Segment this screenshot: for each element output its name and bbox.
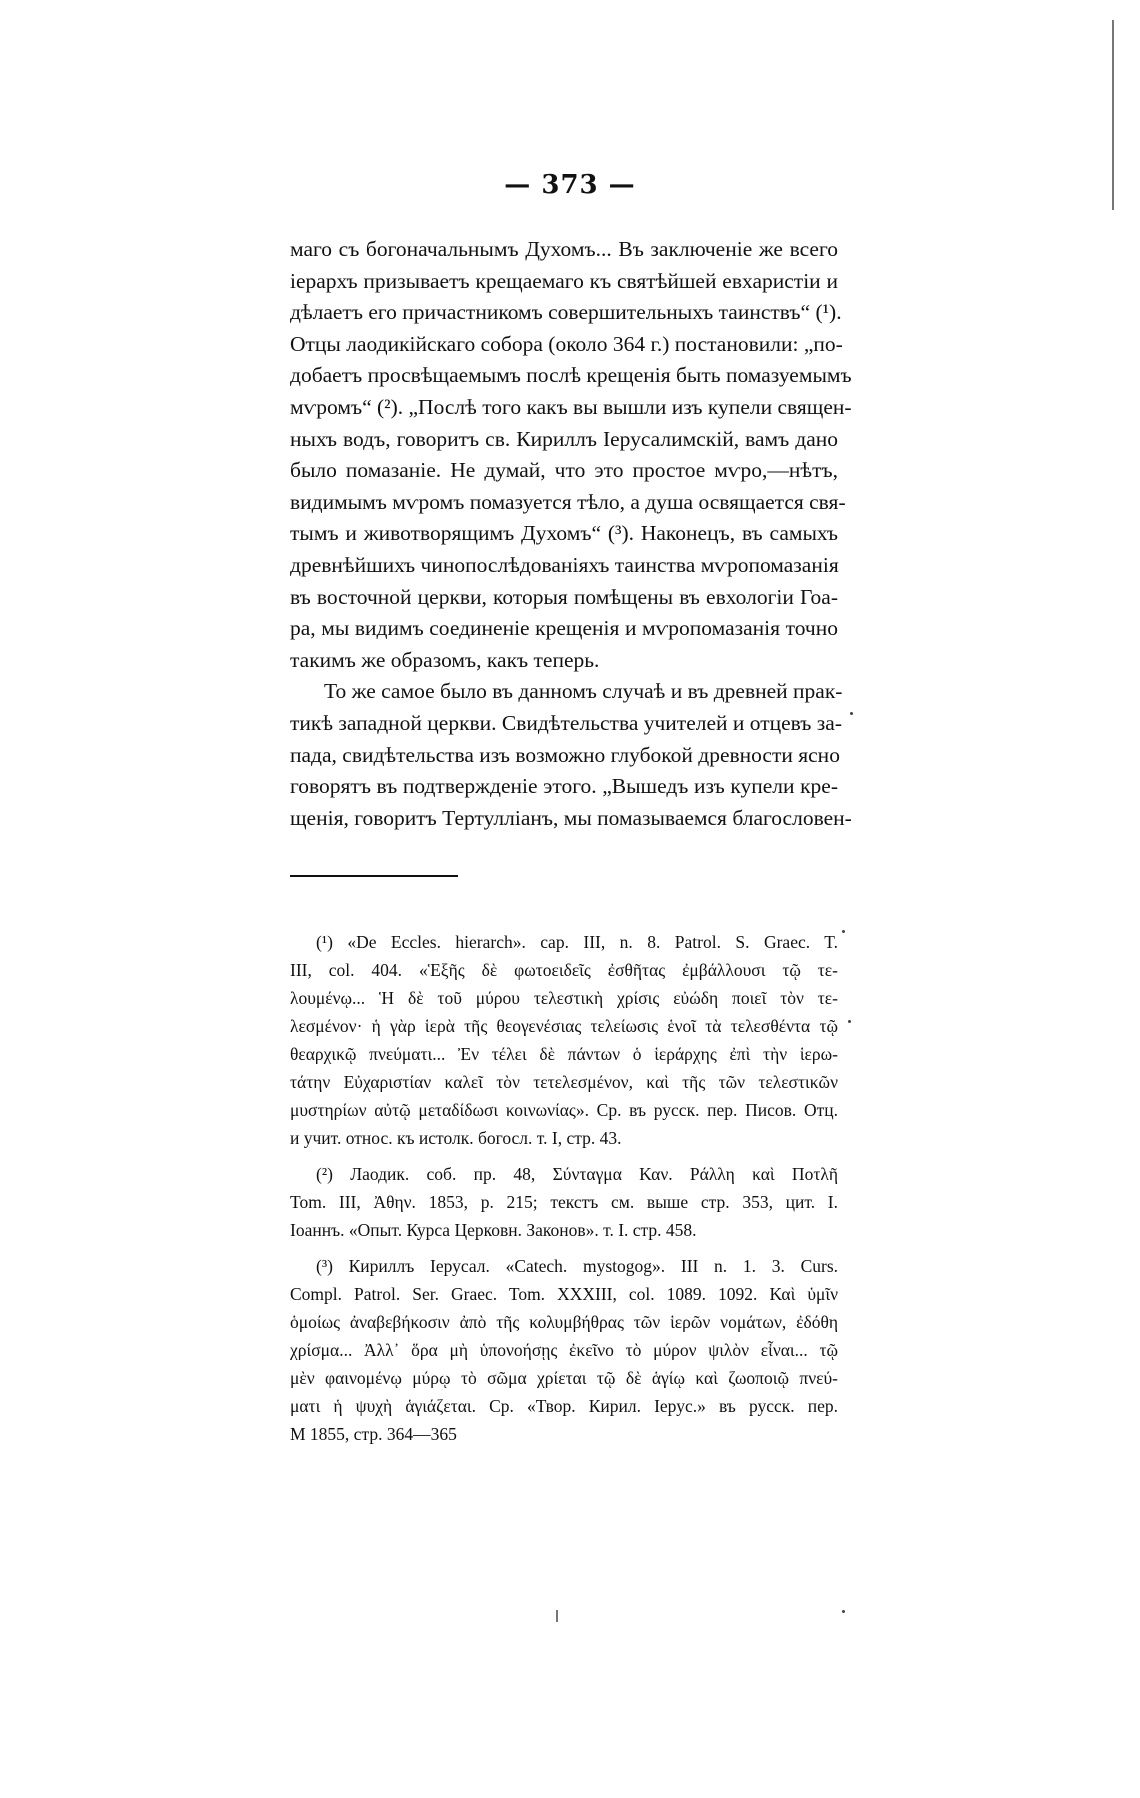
text-line: видимымъ мѵромъ помазуется тѣло, а душа освящается свя- <box>290 489 846 514</box>
scan-speck <box>850 712 853 715</box>
footnote-line: Іоаннъ. «Опыт. Курса Церковн. Законов». т. I. стр. 458. <box>290 1220 697 1240</box>
text-line: такимъ же образомъ, какъ теперь. <box>290 647 600 672</box>
footnote-line: Tom. III, Ἀθην. 1853, p. 215; текстъ см. выше стр. 353, цит. I. <box>290 1192 838 1212</box>
footnote-2 <box>290 1160 838 1244</box>
footnote-line: ματι ἡ ψυχὴ ἁγιάζεται. Ср. «Твор. Кирил. Іерус.» въ русск. пер. <box>290 1396 838 1416</box>
text-line: въ восточной церкви, которыя помѣщены въ евхологіи Гоа- <box>290 584 838 609</box>
text-line: маго съ богоначальнымъ Духомъ... Въ заключеніе же всего <box>290 237 838 261</box>
footnote-line: Compl. Patrol. Ser. Graec. Tom. XXXIII, col. 1089. 1092. Καὶ ὑμῖν <box>290 1284 838 1304</box>
page-number: — 373 — <box>504 170 636 200</box>
footnote-3 <box>290 1252 838 1448</box>
footnote-line: χρίσμα... Ἀλλ᾽ ὅρα μὴ ὑπονοήσῃς ἐκεῖνο τὸ μύρον ψιλὸν εἶναι... τῷ <box>290 1340 838 1360</box>
text-line: щенія, говоритъ Тертулліанъ, мы помазываемся благословен- <box>290 805 852 830</box>
text-line: мѵромъ“ (²). „Послѣ того какъ вы вышли изъ купели священ- <box>290 394 852 419</box>
footnote-line: М 1855, стр. 364—365 <box>290 1424 457 1444</box>
scan-speck <box>842 1610 845 1613</box>
footnote-line: III, col. 404. «Ἑξῆς δὲ φωτοειδεῖς ἐσθῆτας ἐμβάλλουσι τῷ τε- <box>290 960 838 980</box>
footnote-line: (³) Кириллъ Іерусал. «Catech. mystogog». III n. 1. 3. Curs. <box>316 1256 838 1276</box>
footnote-1 <box>290 928 838 1152</box>
scan-edge-mark <box>1112 20 1114 210</box>
footnote-line: μυστηρίων αὐτῷ μεταδίδωσι κοινωνίας». Ср. въ русск. пер. Писов. Отц. <box>290 1100 838 1120</box>
scan-speck <box>848 1020 851 1023</box>
footnote-line: (²) Лаодик. соб. пр. 48, Σύνταγμα Καν. Ράλλη καὶ Ποτλῆ <box>316 1164 838 1184</box>
scan-edge-mark <box>556 1610 558 1622</box>
footnote-line: (¹) «De Eccles. hierarch». cap. III, n. 8. Patrol. S. Graec. T. <box>316 932 838 952</box>
footnote-line: θεαρχικῷ πνεύματι... Ἐν τέλει δὲ πάντων ὁ ἱεράρχης ἐπὶ τὴν ἱερω- <box>290 1044 838 1064</box>
text-line: было помазаніе. Не думай, что это простое мѵро,—нѣтъ, <box>290 458 838 483</box>
footnote-line: λουμένῳ... Ἡ δὲ τοῦ μύρου τελεστικὴ χρίσις εὐώδη ποιεῖ τὸν τε- <box>290 988 838 1008</box>
text-line: іерархъ призываетъ крещаемаго къ святѣйшей евхаристіи и <box>290 268 838 293</box>
paragraph-1 <box>290 234 852 676</box>
text-line: дѣлаетъ его причастникомъ совершительныхъ таинствъ“ (¹). <box>290 300 842 325</box>
text-line: добаетъ просвѣщаемымъ послѣ крещенія быть помазуемымъ <box>290 363 852 388</box>
text-line: говорятъ въ подтвержденіе этого. „Вышедъ изъ купели кре- <box>290 774 838 799</box>
main-text <box>290 234 852 834</box>
footnote-line: τάτην Εὐχαριστίαν καλεῖ τὸν τετελεσμένον, καὶ τῆς τῶν τελεστικῶν <box>290 1072 838 1092</box>
text-line: ныхъ водъ, говоритъ св. Кириллъ Іерусалимскій, вамъ дано <box>290 426 838 451</box>
text-line: пада, свидѣтельства изъ возможно глубокой древности ясно <box>290 742 840 767</box>
footnote-line: и учит. относ. къ истолк. богосл. т. I, стр. 43. <box>290 1128 622 1148</box>
footnote-line: λεσμένον· ἡ γὰρ ἱερὰ τῆς θεογενέσιας τελείωσις ἑνοῖ τὰ τελεσθέντα τῷ <box>290 1016 838 1036</box>
scan-speck <box>842 930 845 933</box>
footnotes <box>290 928 838 1456</box>
text-line: тикѣ западной церкви. Свидѣтельства учителей и отцевъ за- <box>290 710 842 735</box>
text-line: древнѣйшихъ чинопослѣдованіяхъ таинства мѵропомазанія <box>290 552 839 577</box>
text-line: тымъ и животворящимъ Духомъ“ (³). Наконецъ, въ самыхъ <box>290 521 838 546</box>
paragraph-2 <box>290 676 852 834</box>
text-line: То же самое было въ данномъ случаѣ и въ древней прак- <box>324 679 843 704</box>
footnote-divider <box>290 875 458 877</box>
text-line: Отцы лаодикійскаго собора (около 364 г.) постановили: „по- <box>290 331 843 356</box>
text-line: ра, мы видимъ соединеніе крещенія и мѵропомазанія точно <box>290 616 838 641</box>
footnote-line: ὁμοίως ἀναβεβήκοσιν ἀπὸ τῆς κολυμβήθρας τῶν ἱερῶν νομάτων, ἐδόθη <box>290 1312 838 1332</box>
footnote-line: μὲν φαινομένῳ μύρῳ τὸ σῶμα χρίεται τῷ δὲ ἁγίῳ καὶ ζωοποιῷ πνεύ- <box>290 1368 838 1388</box>
